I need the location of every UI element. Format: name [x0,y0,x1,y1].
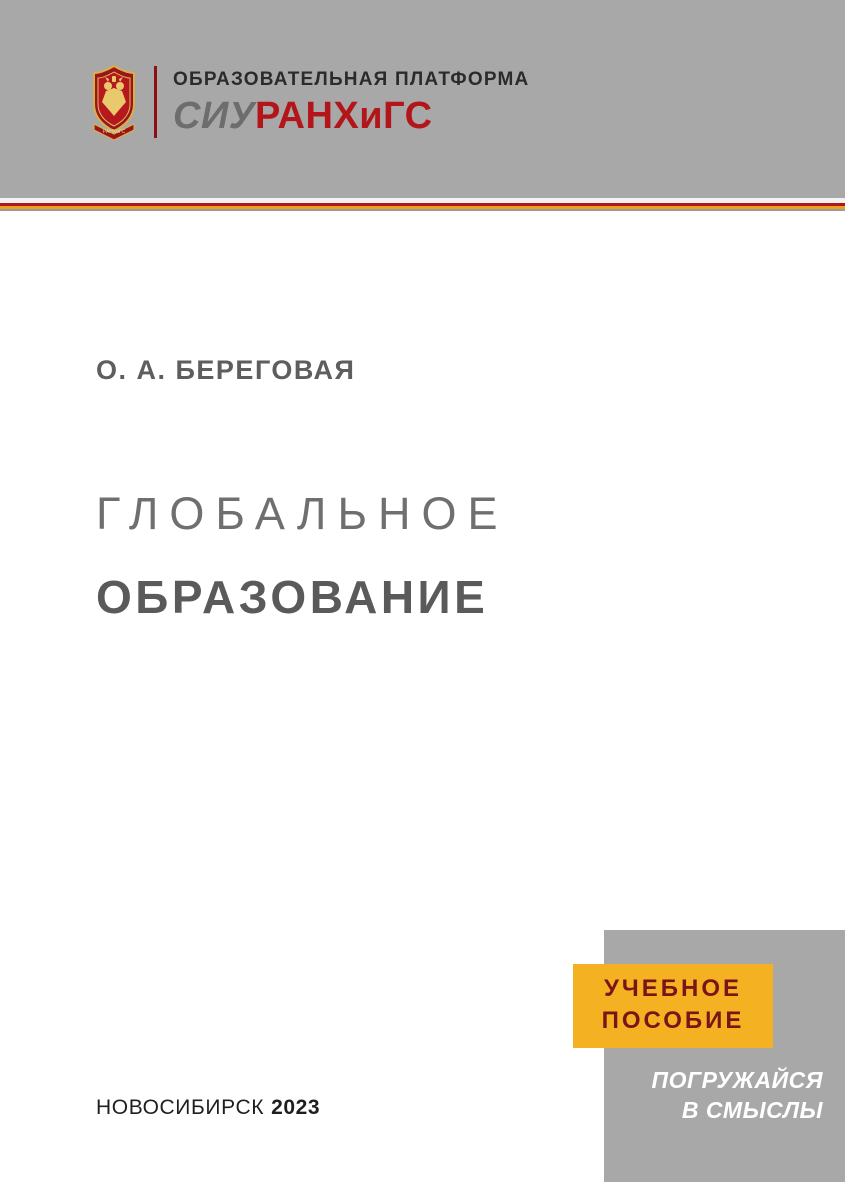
brand-prefix: СИУ [173,95,256,137]
imprint-year: 2023 [271,1096,321,1119]
tagline-line-two: В СМЫСЛЫ [681,1096,823,1123]
tagline [623,1066,823,1126]
logo-lockup [88,62,529,142]
header-band [0,0,845,198]
title-line-one: ГЛОБАЛЬНОЕ [96,488,509,539]
title-line-two: ОБРАЗОВАНИЕ [96,571,489,623]
logo-text [173,69,529,135]
rule-grey [0,209,845,211]
imprint [96,1096,320,1120]
brand-main: РАНХиГС [255,95,433,137]
brand-label [173,97,529,135]
badge-line-one: УЧЕБНОЕ [603,975,743,1002]
tagline-line-one: ПОГРУЖАЙСЯ [651,1067,823,1093]
tricolor-rule [0,198,845,211]
ranepa-crest-icon [88,62,140,142]
imprint-city: НОВОСИБИРСК [96,1096,265,1119]
badge-line-two: ПОСОБИЕ [601,1006,745,1034]
svg-text:РАНХиГС: РАНХиГС [102,129,126,135]
author-name: О. А. БЕРЕГОВАЯ [96,355,356,385]
platform-label: ОБРАЗОВАТЕЛЬНАЯ ПЛАТФОРМА [173,69,530,90]
edition-type-badge [573,964,773,1048]
logo-divider [154,66,157,138]
